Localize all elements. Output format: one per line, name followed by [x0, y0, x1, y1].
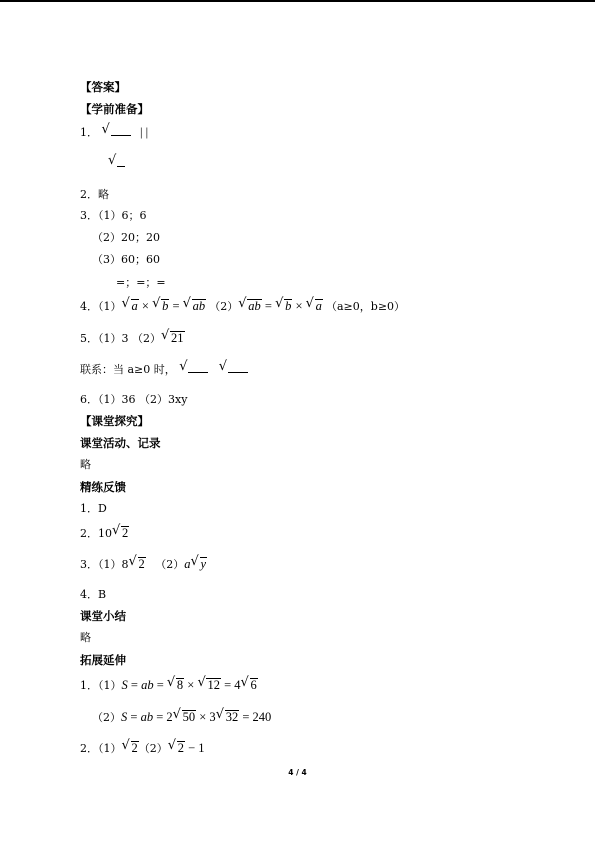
equals-sign: = [172, 299, 180, 313]
relation-text: 联系：当 a≥0 时， [80, 363, 176, 376]
q1-number: 1． [80, 126, 98, 139]
q4-part2: （2） [209, 300, 239, 313]
q4-condition: （a≥0，b≥0） [326, 300, 406, 313]
minus-one: − 1 [185, 741, 205, 755]
practice-1: 1．D [80, 502, 107, 515]
q5-line [80, 331, 185, 346]
empty-radical-2 [109, 156, 125, 170]
times: × 3 [196, 710, 216, 724]
var-S: S [121, 710, 128, 724]
q4-line [80, 299, 405, 314]
q3-line4: =；=；= [116, 276, 166, 289]
heading-practice: 精练反馈 [80, 480, 126, 494]
practice-3 [80, 557, 207, 572]
empty-radical [103, 125, 131, 139]
heading-summary: 课堂小结 [80, 609, 126, 623]
extend-2 [92, 710, 271, 725]
eq: = 2 [153, 710, 173, 724]
abs-bars: | | [140, 125, 149, 139]
radical-ab-2: √ ab [239, 299, 262, 313]
practice-3-part2: （2） [155, 558, 185, 571]
radical-8: √ 8 [168, 678, 184, 692]
eq: = [153, 678, 167, 692]
radical-y: √ y [192, 557, 208, 571]
q6-line: 6．（1）36 （2）3xy [80, 393, 188, 406]
heading-extend: 拓展延伸 [80, 653, 126, 667]
practice-2 [80, 526, 129, 541]
heading-preview: 【学前准备】 [80, 102, 149, 116]
radical-2: √ 2 [113, 526, 129, 540]
page-number: 4 / 4 [288, 768, 307, 777]
top-border-rule [0, 0, 595, 2]
extend-3-part2: （2） [138, 742, 168, 755]
radical-a: √ a [123, 299, 139, 313]
radical-12: √ 12 [198, 678, 221, 692]
radical-2d: √ 2 [169, 741, 185, 755]
q3-line3: （3）60；60 [92, 253, 160, 266]
q3-line1: 3．（1）6；6 [80, 209, 147, 222]
extend-1 [80, 678, 258, 693]
q1-radical-line [108, 156, 125, 171]
practice-4: 4．B [80, 588, 107, 601]
times: × [184, 678, 198, 692]
radical-b-2: √ b [276, 299, 292, 313]
heading-activity: 课堂活动、记录 [80, 436, 161, 450]
radical-2c: √ 2 [123, 741, 139, 755]
extend-3-prefix: 2．（1） [80, 742, 122, 755]
practice-3-prefix: 3．（1）8 [80, 558, 129, 571]
radical-2b: √ 2 [130, 557, 146, 571]
var-S: S [121, 678, 128, 692]
var-ab: ab [140, 710, 154, 724]
extend-3 [80, 741, 205, 756]
empty-radical-4 [220, 362, 248, 376]
q2-line: 2．略 [80, 188, 109, 201]
summary-answer: 略 [80, 631, 91, 644]
extend-1-prefix: 1．（1） [80, 679, 122, 692]
radical-21: √ 21 [162, 331, 185, 345]
eq: = 240 [239, 710, 272, 724]
relation-line [80, 362, 248, 377]
times-sign: × [141, 299, 149, 313]
var-ab: ab [141, 678, 154, 692]
q1-line [80, 125, 148, 140]
practice-2-prefix: 2．10 [80, 527, 112, 540]
equals-sign-2: = [264, 299, 272, 313]
q5-prefix: 5．（1）3 （2） [80, 332, 161, 345]
eq: = [127, 710, 141, 724]
radical-a-2: √ a [307, 299, 323, 313]
q3-line2: （2）20；20 [92, 231, 160, 244]
radical-b: √ b [153, 299, 169, 313]
activity-answer: 略 [80, 458, 91, 471]
extend-2-prefix: （2） [92, 711, 121, 724]
radical-32: √ 32 [217, 710, 240, 724]
heading-answer: 【答案】 [80, 80, 126, 94]
empty-radical-3 [180, 362, 208, 376]
radical-6: √ 6 [242, 678, 258, 692]
radical-ab: √ ab [184, 299, 207, 313]
eq: = 4 [220, 678, 241, 692]
heading-explore: 【课堂探究】 [80, 414, 149, 428]
times-sign-2: × [295, 299, 303, 313]
radical-50: √ 50 [174, 710, 197, 724]
var-a: a [184, 557, 191, 571]
eq: = [127, 678, 142, 692]
q4-number: 4．（1） [80, 300, 122, 313]
